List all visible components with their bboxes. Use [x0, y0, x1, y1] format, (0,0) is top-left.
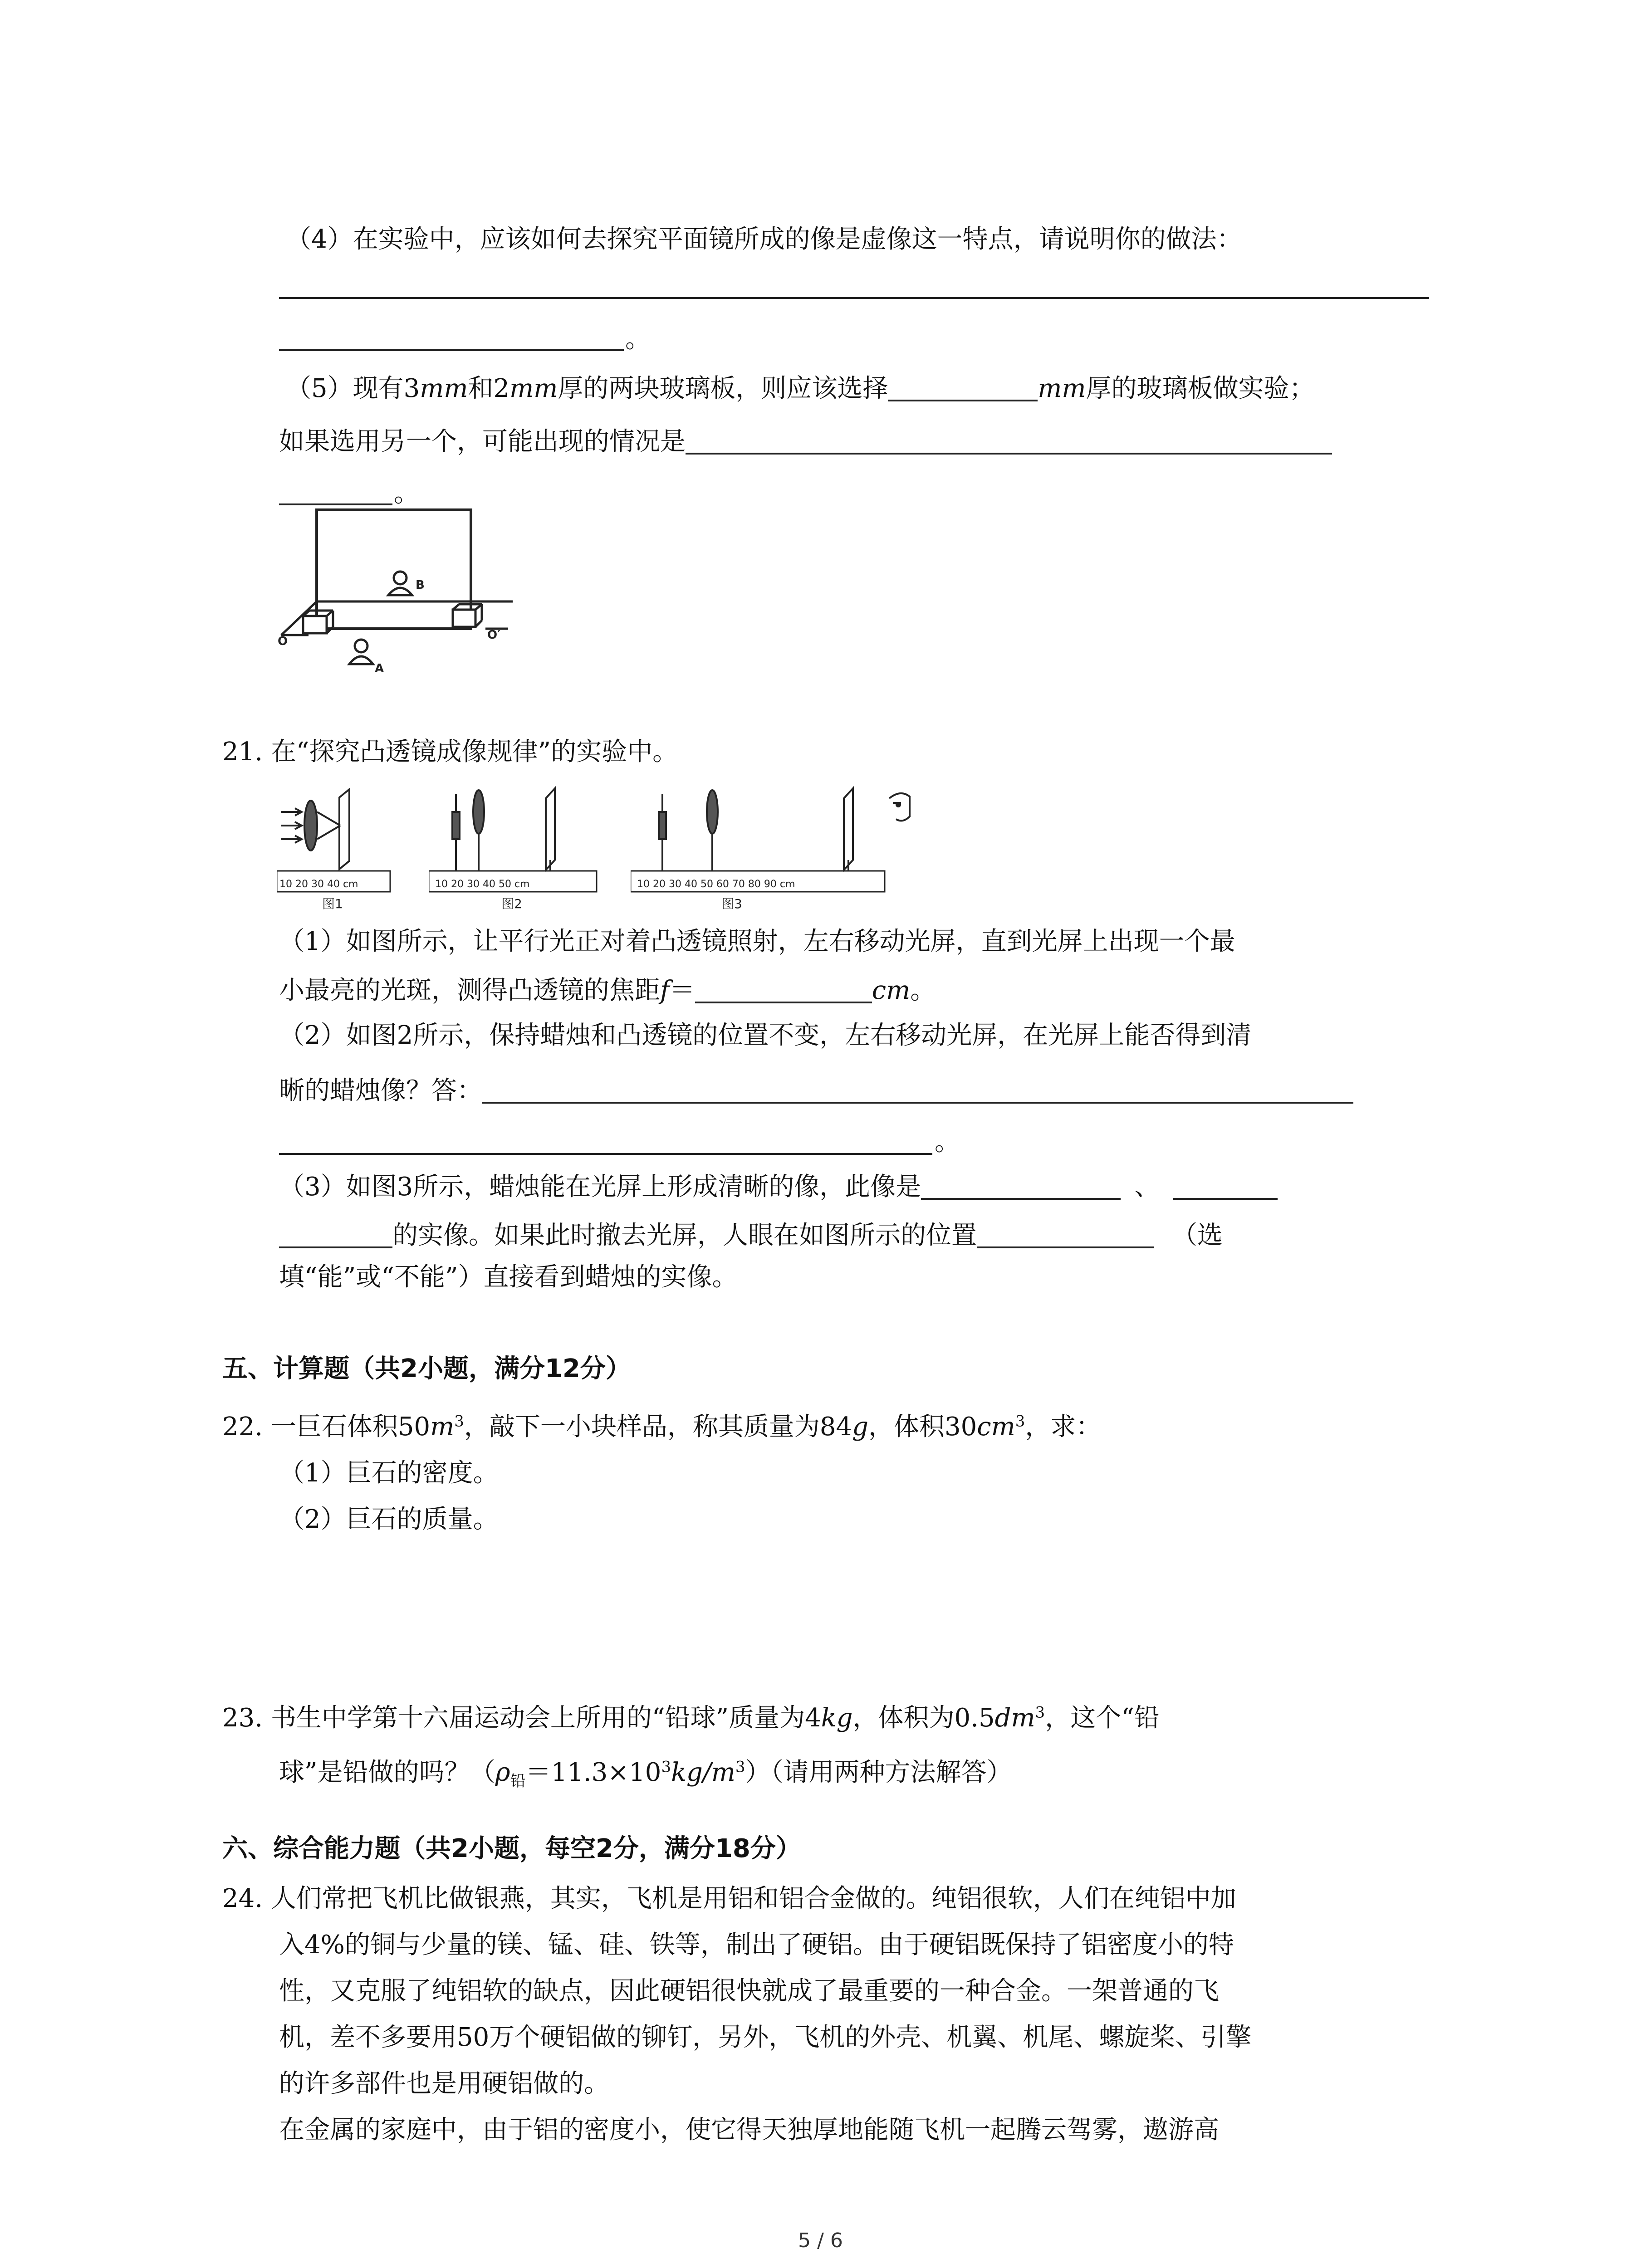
eye-icon — [889, 793, 910, 821]
label-o: O — [278, 635, 288, 648]
q20-part5-blank-thickness[interactable] — [888, 374, 1038, 401]
q23-e: ＝11.3×10 — [525, 1758, 661, 1787]
left-block — [303, 616, 327, 633]
q21-part1-blank-focal-length[interactable] — [695, 976, 872, 1003]
piece-b-body — [388, 588, 412, 595]
q22-c: ，体积30 — [868, 1412, 977, 1442]
q20-part5-line1 — [286, 374, 1315, 401]
q23-rho-sub: 铅 — [510, 1772, 526, 1791]
label-o-prime: O′ — [487, 628, 500, 642]
q20-part5-c: 厚的两块玻璃板，则应该选择 — [558, 374, 888, 403]
label-a: A — [375, 662, 384, 675]
piece-b-head — [394, 572, 407, 584]
q22-sup-1: 3 — [454, 1412, 464, 1431]
q22-sub2: （2）巨石的质量。 — [279, 1505, 499, 1534]
fig3-caption: 图3 — [721, 896, 742, 911]
q21-part1-b: 小最亮的光斑，测得凸透镜的焦距 — [279, 976, 660, 1005]
q20-part5-d: 厚的玻璃板做实验； — [1086, 374, 1315, 403]
convex-lens-2 — [473, 790, 484, 834]
fig1-caption: 图1 — [322, 896, 343, 911]
q21-part3-c: （选 — [1172, 1221, 1223, 1250]
q21-part2-answer-line-2[interactable] — [279, 1153, 932, 1155]
fig2-caption: 图2 — [501, 896, 522, 911]
q21-part3-blank-2b[interactable] — [279, 1221, 392, 1248]
q23-kg: kg — [821, 1703, 853, 1733]
q21-part3-a: （3）如图3所示，蜡烛能在光屏上形成清晰的像，此像是 — [279, 1172, 921, 1202]
q20-part5-period: 。 — [394, 479, 419, 508]
candle-2 — [452, 812, 460, 839]
plane-mirror-figure — [272, 503, 526, 685]
q22-sub1: （1）巨石的密度。 — [279, 1458, 499, 1488]
ruler-2-ticks: 10 20 30 40 50 cm — [435, 879, 530, 890]
q21-part2-b: 晰的蜡烛像？答： — [279, 1076, 482, 1105]
q20-part4-text: （4）在实验中，应该如何去探究平面镜所成的像是虚像这一特点，请说明你的做法： — [286, 225, 1242, 254]
q23-sup-1: 3 — [1035, 1703, 1045, 1722]
ruler-1-ticks: 10 20 30 40 cm — [279, 879, 358, 890]
q21-part3-line1 — [279, 1173, 1278, 1200]
q21-stem: 21. 在“探究凸透镜成像规律”的实验中。 — [222, 737, 678, 767]
q21-part2-period: 。 — [935, 1127, 960, 1157]
piece-a-body — [349, 656, 373, 664]
q21-part1-cm: cm — [872, 976, 911, 1005]
q22-stem — [222, 1414, 1101, 1440]
section-5-heading: 五、计算题（共2小题，满分12分） — [222, 1354, 631, 1383]
q22-cm: cm — [977, 1412, 1015, 1442]
q23-d: 球”是铅做的吗？（ — [279, 1758, 495, 1787]
q21-part2-line1: （2）如图2所示，保持蜡烛和凸透镜的位置不变，左右移动光屏，在光屏上能否得到清 — [279, 1021, 1252, 1050]
q20-part4-answer-line-2[interactable] — [279, 349, 624, 351]
q21-part1-eq: ＝ — [669, 976, 695, 1005]
q22-b: ，敲下一小块样品，称其质量为84 — [464, 1412, 852, 1442]
candle-3 — [659, 812, 666, 839]
screen-2 — [546, 788, 555, 870]
q24-line-3: 性，又克服了纯铝软的缺点，因此硬铝很快就成了最重要的一种合金。一架普通的飞 — [279, 1976, 1219, 2006]
q21-part1-line2 — [279, 976, 936, 1003]
q20-part5-line2 — [279, 427, 1332, 455]
q21-part3-sep: 、 — [1134, 1172, 1160, 1202]
q20-part5-e: 如果选用另一个，可能出现的情况是 — [279, 427, 686, 456]
q24-line-6: 在金属的家庭中，由于铝的密度小，使它得天独厚地能随飞机一起腾云驾雾，遨游高 — [279, 2115, 1219, 2145]
q23-f: ）（请用两种方法解答） — [745, 1758, 1012, 1787]
glass-plate — [317, 510, 471, 629]
q22-a: 22. 一巨石体积50 — [222, 1412, 431, 1442]
q23-a: 23. 书生中学第十六届运动会上所用的“铅球”质量为4 — [222, 1703, 821, 1733]
q21-part3-blank-3[interactable] — [977, 1221, 1154, 1248]
q21-part3-line3: 填“能”或“不能”）直接看到蜡烛的实像。 — [279, 1262, 738, 1292]
convex-lens-1 — [304, 801, 317, 850]
q24-line-1: 24. 人们常把飞机比做银燕，其实，飞机是用铝和铝合金做的。纯铝很软，人们在纯铝中加 — [222, 1884, 1236, 1913]
q22-g: g — [852, 1412, 868, 1442]
q20-part5-blank-situation[interactable] — [686, 427, 1332, 455]
q20-part5-a: （5）现有3 — [286, 374, 420, 403]
q23-sup-3: 3 — [735, 1758, 745, 1776]
q23-unit: kg/m — [671, 1758, 735, 1787]
convex-lens-3 — [707, 790, 718, 834]
q20-part4-period: 。 — [625, 324, 651, 354]
q20-part4-answer-line-1[interactable] — [279, 297, 1429, 299]
right-block — [453, 610, 475, 627]
q21-part1-f: f — [660, 976, 670, 1005]
q21-part2-blank-answer[interactable] — [482, 1076, 1353, 1104]
q20-part5-mm1: mm — [420, 374, 468, 403]
q20-part5-mm3: mm — [1038, 374, 1086, 403]
q23-dm: dm — [994, 1703, 1035, 1733]
page-number: 5 / 6 — [798, 2229, 843, 2252]
q20-part5-b: 和2 — [468, 374, 510, 403]
screen-3 — [844, 788, 853, 870]
q24-line-5: 的许多部件也是用硬铝做的。 — [279, 2069, 609, 2098]
piece-a-head — [355, 640, 367, 652]
lens-figure-3 — [631, 780, 921, 912]
q20-part5-mm2: mm — [509, 374, 558, 403]
q21-part1-end: 。 — [910, 976, 936, 1005]
lens-figure-1 — [277, 780, 395, 912]
q21-part3-blank-2a[interactable] — [1173, 1173, 1278, 1200]
q24-line-2: 入4%的铜与少量的镁、锰、硅、铁等，制出了硬铝。由于硬铝既保持了铝密度小的特 — [279, 1930, 1234, 1960]
q24-line-4: 机，差不多要用50万个硬铝做的铆钉，另外，飞机的外壳、机翼、机尾、螺旋桨、引擎 — [279, 2023, 1252, 2052]
q23-line1 — [222, 1703, 1160, 1733]
lens-figure-2 — [429, 780, 601, 912]
section-6-heading: 六、综合能力题（共2小题，每空2分，满分18分） — [222, 1834, 801, 1863]
q21-part1-line1: （1）如图所示，让平行光正对着凸透镜照射，左右移动光屏，直到光屏上出现一个最 — [279, 927, 1235, 956]
q22-m: m — [430, 1412, 455, 1442]
q23-line2 — [279, 1758, 1012, 1791]
q23-rho: ρ — [495, 1758, 510, 1787]
q21-part3-blank-1[interactable] — [921, 1173, 1121, 1200]
label-b: B — [416, 578, 425, 592]
q21-part3-line2 — [279, 1221, 1223, 1248]
q21-part3-b: 的实像。如果此时撤去光屏，人眼在如图所示的位置 — [392, 1221, 977, 1250]
screen-1 — [339, 789, 349, 869]
q23-b: ，体积为0.5 — [852, 1703, 995, 1733]
q23-c: ，这个“铅 — [1045, 1703, 1160, 1733]
q22-d: ，求： — [1025, 1412, 1102, 1442]
q23-sup-2: 3 — [661, 1758, 671, 1776]
ruler-3-ticks: 10 20 30 40 50 60 70 80 90 cm — [637, 879, 795, 890]
q21-part2-line2 — [279, 1076, 1353, 1104]
q22-sup-2: 3 — [1015, 1412, 1025, 1431]
